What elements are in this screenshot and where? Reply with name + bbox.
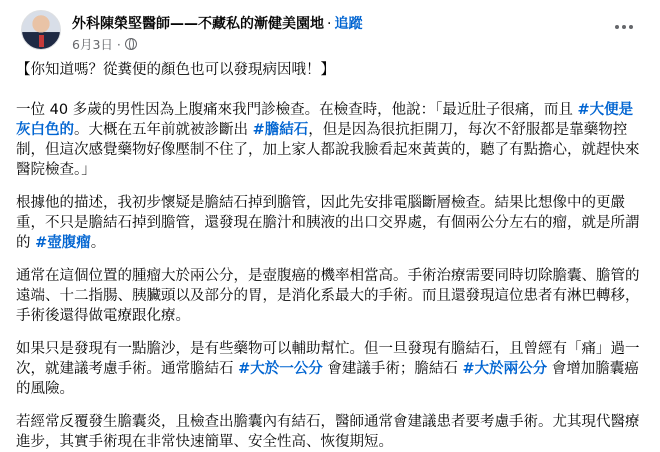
text-segment: 根據他的描述，我初步懷疑是膽結石掉到膽管，因此先安排電腦斷層檢查。結果比想像中的更嚴重，不只是膽結石掉到膽管，還發現在膽汁和胰液的出口交界處，有個兩公分左右的瘤，就是所謂的: [16, 195, 640, 251]
paragraph-2: [16, 193, 644, 253]
hashtag-link[interactable]: #膽結石: [252, 122, 309, 138]
hashtag-link[interactable]: #大便是灰白色的: [16, 102, 634, 138]
follow-button[interactable]: 追蹤: [334, 16, 363, 32]
text-segment: 一位 40 多歲的男性因為上腹痛來我門診檢查。在檢查時，他說：「最近肚子很痛，而且: [16, 102, 578, 118]
text-segment: 會建議手術；膽結石: [322, 361, 463, 377]
paragraph-1: [16, 100, 644, 180]
text-segment: 。: [90, 235, 106, 251]
date-separator: ·: [116, 36, 121, 52]
hashtag-link[interactable]: #大於一公分: [238, 361, 323, 377]
paragraph-4: [16, 339, 644, 399]
hashtag-link[interactable]: #大於兩公分: [462, 361, 548, 377]
text-segment: 。大概在五年前就被診斷出: [74, 122, 253, 138]
globe-icon: [125, 38, 137, 50]
separator-dot: ·: [327, 16, 332, 32]
more-options-icon[interactable]: [610, 16, 638, 38]
post-meta: [72, 35, 137, 53]
avatar[interactable]: [21, 10, 61, 50]
page-name[interactable]: 外科陳榮堅醫師——不藏私的漸健美園地: [72, 16, 324, 32]
hashtag-link[interactable]: #壺腹瘤: [35, 235, 91, 251]
paragraph-5: [16, 412, 644, 452]
text-segment: 通常在這個位置的腫瘤大於兩公分，是壺腹癌的機率相當高。手術治療需要同時切除膽囊、膽管的遠端、十二指腸、胰臟頭以及部分的胃，是消化系最大的手術。而且還發現這位患者有淋巴轉移，手術後還得做電療跟化療。: [16, 268, 640, 324]
post-header: [16, 0, 644, 56]
text-segment: 會增加膽囊癌的風險。: [16, 361, 639, 397]
text-segment: 如果只是發現有一點膽沙，是有些藥物可以輔助幫忙。但一旦發現有膽結石，且曾經有「痛」過一次，就建議考慮手術。通常膽結石: [16, 341, 640, 377]
post-title: 【你知道嗎？從糞便的顏色也可以發現病因哦！】: [16, 62, 335, 78]
text-segment: ，但是因為很抗拒開刀，每次不舒服都是靠藥物控制，但這次感覺藥物好像壓制不住了，加上家人都說我臉看起來黃黃的，聽了有點擔心，就趕快來醫院檢查。」: [16, 122, 640, 178]
paragraph-3: [16, 266, 644, 326]
post-body: [16, 56, 644, 452]
name-row: [72, 13, 362, 33]
text-segment: 若經常反覆發生膽囊炎，且檢查出膽囊內有結石，醫師通常會建議患者要考慮手術。尤其現代醫療進步，其實手術現在非常快速簡單、安全性高、恢復期短。: [16, 414, 640, 450]
post-date[interactable]: 6月3日: [72, 37, 113, 52]
